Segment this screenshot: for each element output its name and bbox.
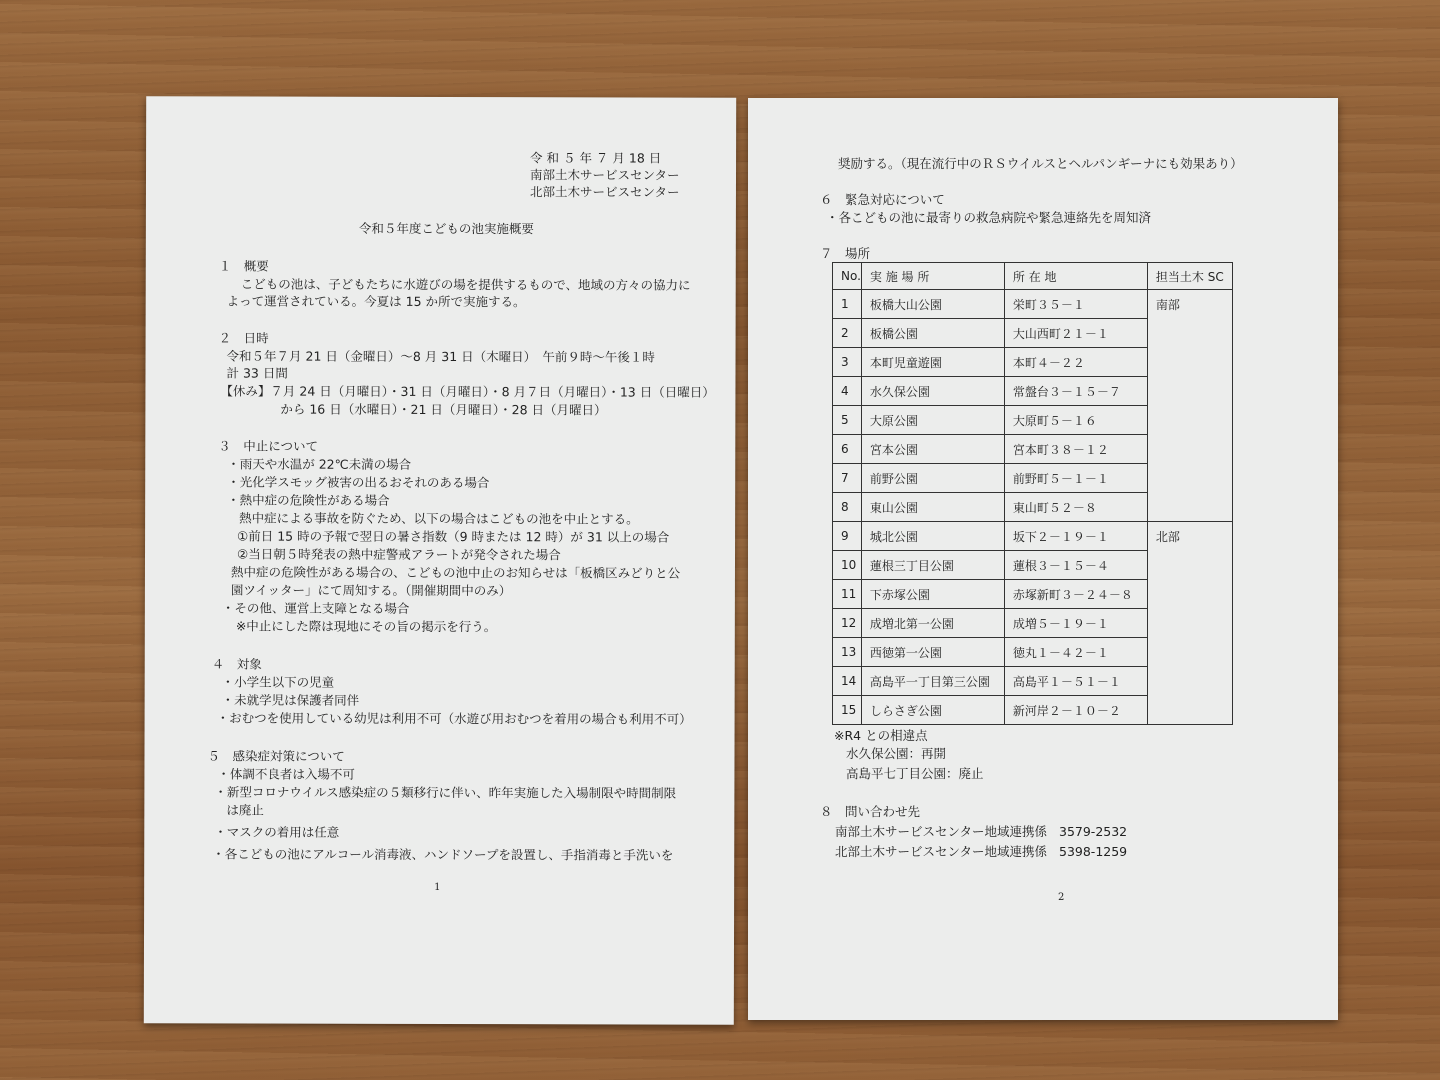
cell-place: 前野公園 — [861, 464, 1004, 493]
cell-no: 3 — [833, 348, 862, 377]
header-address: 所 在 地 — [1004, 263, 1147, 290]
cell-address: 大原町５－１６ — [1004, 406, 1147, 435]
cancel-note: ※中止にした際は現地にその旨の掲示を行う。 — [235, 618, 497, 635]
cell-address: 高島平１－５１－１ — [1004, 667, 1147, 696]
cell-address: 栄町３５－１ — [1004, 290, 1147, 319]
document-page-2 — [748, 98, 1338, 1020]
section-1-heading: １ 概要 — [218, 258, 269, 274]
contact-north-tel: 5398-1259 — [1059, 844, 1128, 859]
section-1-body-2: よって運営されている。今夏は 15 か所で実施する。 — [226, 293, 526, 310]
section-7-heading: ７ 場所 — [820, 246, 871, 261]
target-2: ・未就学児は保護者同伴 — [221, 692, 360, 708]
table-header-row — [833, 263, 1233, 290]
cell-no: 1 — [833, 290, 862, 319]
cell-address: 新河岸２－１０－２ — [1004, 696, 1147, 725]
cell-place: 大原公園 — [861, 406, 1004, 435]
diff-line-1: 水久保公園：再開 — [846, 746, 947, 761]
cancel-notice-1: 熱中症の危険性がある場合の、こどもの池中止のお知らせは「板橋区みどりと公 — [230, 564, 681, 581]
infection-1: ・体調不良者は入場不可 — [217, 766, 355, 782]
cell-place: 板橋大山公園 — [861, 290, 1004, 319]
cell-sc-south: 南部 — [1147, 290, 1232, 522]
cell-no: 8 — [833, 493, 862, 522]
schedule-line-2: 計 33 日間 — [226, 365, 288, 381]
cell-no: 13 — [833, 638, 862, 667]
cancel-heat-cond-2: ②当日朝５時発表の熱中症警戒アラートが発令された場合 — [236, 546, 561, 563]
contact-north-label: 北部土木サービスセンター地域連携係 — [835, 844, 1048, 859]
places-table — [832, 262, 1233, 725]
cell-address: 大山西町２１－１ — [1004, 319, 1147, 348]
cancel-notice-2: 園ツイッター」にて周知する。（開催期間中のみ） — [230, 582, 512, 599]
header-no: No. — [833, 263, 862, 290]
org-south: 南部土木サービスセンター — [529, 167, 680, 183]
cell-address: 東山町５２－８ — [1004, 493, 1147, 522]
diff-line-2: 高島平七丁目公園：廃止 — [846, 766, 984, 781]
table-row — [833, 290, 1233, 319]
cell-no: 11 — [833, 580, 862, 609]
cancel-rain: ・雨天や水温が 22℃未満の場合 — [227, 456, 412, 472]
cancel-smog: ・光化学スモッグ被害の出るおそれのある場合 — [227, 474, 490, 491]
page-number-1: 1 — [434, 881, 441, 894]
cell-no: 14 — [833, 667, 862, 696]
cancel-heat-desc: 熱中症による事故を防ぐため、以下の場合はこどもの池を中止とする。 — [239, 510, 639, 527]
cell-place: 蓮根三丁目公園 — [861, 551, 1004, 580]
cell-address: 常盤台３－１５－７ — [1004, 377, 1147, 406]
cell-place: 高島平一丁目第三公園 — [861, 667, 1004, 696]
table-row — [833, 522, 1233, 551]
date-line: 令 和 ５ 年 ７ 月 18 日 — [530, 150, 662, 166]
cell-no: 9 — [833, 522, 862, 551]
section-4-heading: ４ 対象 — [211, 656, 262, 672]
header-place: 実 施 場 所 — [861, 263, 1004, 290]
org-north: 北部土木サービスセンター — [529, 184, 680, 200]
section-2-heading: ２ 日時 — [218, 330, 269, 346]
cell-sc-north: 北部 — [1147, 522, 1232, 725]
document-title: 令和５年度こどもの池実施概要 — [358, 220, 534, 237]
infection-3: ・マスクの着用は任意 — [214, 824, 340, 840]
cell-place: 本町児童遊園 — [861, 348, 1004, 377]
cell-no: 4 — [833, 377, 862, 406]
section-3-heading: ３ 中止について — [218, 438, 319, 454]
schedule-line-1: 令和５年７月 21 日（金曜日）～8 月 31 日（木曜日） 午前９時～午後１時 — [226, 348, 655, 365]
page-number-2: 2 — [1058, 892, 1065, 903]
document-page-1 — [144, 96, 736, 1025]
cell-place: 下赤塚公園 — [861, 580, 1004, 609]
cancel-other: ・その他、運営上支障となる場合 — [221, 600, 410, 616]
cell-address: 成増５－１９－１ — [1004, 609, 1147, 638]
cell-no: 6 — [833, 435, 862, 464]
cell-place: しらさぎ公園 — [861, 696, 1004, 725]
target-1: ・小学生以下の児童 — [221, 674, 335, 690]
infection-4: ・各こどもの池にアルコール消毒液、ハンドソープを設置し、手指消毒と手洗いを — [212, 846, 674, 863]
cell-no: 5 — [833, 406, 862, 435]
section-1-body-1: こどもの池は、子どもたちに水遊びの場を提供するもので、地域の方々の協力に — [240, 276, 691, 293]
cell-place: 成増北第一公園 — [861, 609, 1004, 638]
schedule-holidays-2: から 16 日（水曜日）・21 日（月曜日）・28 日（月曜日） — [280, 401, 607, 418]
cell-address: 坂下２－１９－１ — [1004, 522, 1147, 551]
cell-place: 城北公園 — [861, 522, 1004, 551]
cell-address: 蓮根３－１５－４ — [1004, 551, 1147, 580]
cancel-heat-cond-1: ①前日 15 時の予報で翌日の暑さ指数（9 時または 12 時）が 31 以上の場合 — [237, 528, 670, 545]
contact-south-tel: 3579-2532 — [1059, 824, 1128, 839]
cell-address: 宮本町３８－１２ — [1004, 435, 1147, 464]
cell-address: 前野町５－１－１ — [1004, 464, 1147, 493]
section-8-heading: ８ 問い合わせ先 — [820, 804, 921, 819]
infection-2b: は廃止 — [226, 802, 264, 818]
cell-place: 宮本公園 — [861, 435, 1004, 464]
cell-place: 板橋公園 — [861, 319, 1004, 348]
cell-address: 赤塚新町３－２４－８ — [1004, 580, 1147, 609]
section-5-heading: ５ 感染症対策について — [207, 748, 345, 764]
cancel-heat: ・熱中症の危険性がある場合 — [227, 492, 390, 508]
continuation-line: 奨励する。（現在流行中のＲＳウイルスとヘルパンギーナにも効果あり） — [838, 156, 1243, 171]
header-sc: 担当土木 SC — [1147, 263, 1232, 290]
contact-south-label: 南部土木サービスセンター地域連携係 — [835, 824, 1048, 839]
cell-place: 西徳第一公園 — [861, 638, 1004, 667]
cell-address: 徳丸１－４２－１ — [1004, 638, 1147, 667]
cell-no: 12 — [833, 609, 862, 638]
target-3: ・おむつを使用している幼児は利用不可（水遊び用おむつを着用の場合も利用不可） — [216, 710, 692, 727]
schedule-holidays-1: 【休み】７月 24 日（月曜日）・31 日（月曜日）・8 月７日（月曜日）・13 日（日曜日） — [220, 383, 715, 400]
emergency-line: ・各こどもの池に最寄りの救急病院や緊急連絡先を周知済 — [826, 210, 1152, 225]
infection-2: ・新型コロナウイルス感染症の５類移行に伴い、昨年実施した入場制限や時間制限 — [214, 784, 677, 801]
diff-heading: ※R4 との相違点 — [834, 728, 928, 743]
cell-address: 本町４－２２ — [1004, 348, 1147, 377]
cell-place: 水久保公園 — [861, 377, 1004, 406]
cell-no: 15 — [833, 696, 862, 725]
section-6-heading: ６ 緊急対応について — [820, 192, 945, 207]
cell-no: 2 — [833, 319, 862, 348]
cell-no: 10 — [833, 551, 862, 580]
cell-no: 7 — [833, 464, 862, 493]
cell-place: 東山公園 — [861, 493, 1004, 522]
